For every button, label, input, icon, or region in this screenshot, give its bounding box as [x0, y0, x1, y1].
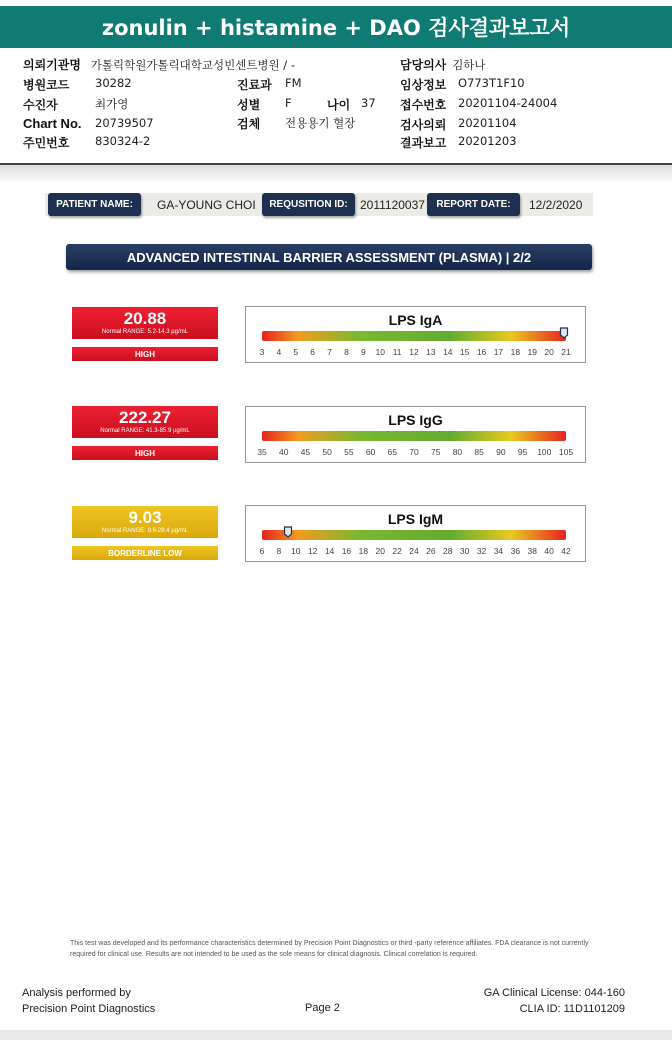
tick-label: 21 [561, 347, 571, 357]
resident-no-row [23, 134, 151, 151]
tick-label: 14 [443, 347, 453, 357]
report-title: zonulin + histamine + DAO 검사결과보고서 [0, 6, 672, 48]
tick-label: 5 [293, 347, 299, 357]
hospital-code-label: 병원코드 [23, 78, 70, 92]
patient-name-value: 최가영 [95, 97, 129, 111]
request-date-row [400, 116, 517, 133]
institution-row [23, 56, 295, 73]
gauge-marker-icon [283, 526, 292, 538]
tick-label: 7 [327, 347, 332, 357]
patient-name-pill: PATIENT NAME: [48, 193, 141, 216]
chart-no-value: 20739507 [95, 116, 154, 130]
page-number: Page 2 [305, 1002, 340, 1014]
gauge-title: LPS IgA [388, 312, 443, 328]
tick-label: 6 [310, 347, 316, 357]
tick-label: 85 [474, 447, 484, 457]
tick-label: 15 [459, 347, 470, 357]
doctor-label: 담당의사 [400, 58, 447, 72]
clinical-license: GA Clinical License: 044-160 [483, 987, 625, 999]
result-value-box [72, 506, 218, 538]
tick-label: 75 [430, 447, 441, 457]
tick-label: 10 [291, 546, 301, 556]
lab-line-2: Precision Point Diagnostics [22, 1003, 156, 1015]
tick-label: 12 [409, 347, 419, 357]
tick-label: 20 [375, 546, 385, 556]
receipt-no-value: 20201104-24004 [458, 96, 558, 110]
gauge-title: LPS IgM [387, 511, 444, 527]
tick-label: 10 [375, 347, 385, 357]
institution-label: 의뢰기관명 [23, 58, 81, 72]
gauge-bar [262, 431, 566, 441]
tick-label: 18 [510, 347, 521, 357]
normal-range: Normal RANGE: 41.3-85.9 µg/mL [100, 427, 190, 434]
report-date-row [400, 134, 517, 151]
resident-no-label: 주민번호 [23, 136, 70, 150]
tick-label: 90 [496, 447, 506, 457]
gauge-lps-iga [245, 306, 586, 363]
tick-label: 40 [278, 447, 289, 457]
tick-label: 38 [527, 546, 537, 556]
report-date-pill: REPORT DATE: [427, 193, 520, 216]
tick-label: 32 [476, 546, 487, 556]
tick-label: 70 [409, 447, 419, 457]
tick-label: 45 [300, 447, 311, 457]
bottom-strip [0, 1030, 672, 1040]
tick-label: 19 [527, 347, 537, 357]
tick-label: 40 [544, 546, 554, 556]
age-row [327, 96, 376, 113]
gauge-lps-igm [245, 505, 586, 562]
tick-label: 60 [365, 447, 376, 457]
tick-label: 35 [257, 447, 267, 457]
tick-label: 12 [307, 546, 318, 556]
request-date-label: 검사의뢰 [400, 118, 447, 132]
tick-label: 17 [493, 347, 504, 357]
hospital-code-value: 30282 [95, 76, 132, 90]
doctor-value: 김하나 [452, 58, 486, 72]
gauge-ticks [246, 447, 585, 459]
tick-label: 42 [561, 546, 571, 556]
tick-label: 105 [558, 447, 574, 457]
gauge-bar [262, 331, 566, 341]
tick-label: 34 [493, 546, 504, 556]
department-row [237, 76, 302, 93]
tick-label: 30 [459, 546, 470, 556]
request-date-value: 20201104 [458, 116, 517, 130]
result-value: 20.88 [123, 308, 167, 328]
gauge-ticks [246, 546, 585, 558]
tick-label: 6 [259, 546, 265, 556]
tick-label: 16 [341, 546, 352, 556]
result-flag: HIGH [72, 347, 218, 361]
tick-label: 8 [344, 347, 349, 357]
clinical-info-value: O773T1F10 [458, 76, 525, 90]
tick-label: 16 [476, 347, 487, 357]
tick-label: 4 [276, 347, 282, 357]
header-shadow [0, 165, 672, 183]
sex-value: F [285, 96, 292, 110]
gauge-lps-igg [245, 406, 586, 463]
clia-id: CLIA ID: 11D1101209 [519, 1003, 625, 1015]
lab-line-1: Analysis performed by [22, 987, 131, 999]
tick-label: 50 [322, 447, 332, 457]
sex-label: 성별 [237, 98, 261, 112]
report-date-bar-value: 12/2/2020 [529, 197, 583, 212]
clinical-info-row [400, 76, 525, 93]
gauge-title: LPS IgG [388, 412, 443, 428]
specimen-value: 전용용기 혈장 [285, 116, 356, 130]
age-label: 나이 [327, 98, 351, 112]
tick-label: 9 [360, 347, 366, 357]
tick-label: 100 [537, 447, 552, 457]
tick-label: 55 [344, 447, 354, 457]
gauge-marker-icon [559, 327, 568, 339]
tick-label: 14 [324, 546, 335, 556]
disclaimer: This test was developed and its performance characteristics determined by Precision Point Diagnostics or third -party reference affiliates. FDA clearance is not currently required for clinical use. Results are not intended to be used as the sole means for clinical diagnosis. Clinical correlation is required. [70, 940, 589, 958]
tick-label: 65 [387, 447, 398, 457]
requisition-value: 2011120037 [360, 197, 425, 212]
age-value: 37 [361, 96, 376, 110]
doctor-row [400, 56, 486, 73]
resident-no-value: 830324-2 [95, 134, 151, 148]
tick-label: 3 [259, 347, 265, 357]
tick-label: 22 [392, 546, 402, 556]
report-date-label: 결과보고 [400, 136, 447, 150]
result-flag: HIGH [72, 446, 218, 460]
section-title: ADVANCED INTESTINAL BARRIER ASSESSMENT (PLASMA) | 2/2 [66, 244, 592, 270]
hospital-code-row [23, 76, 132, 93]
tick-label: 20 [544, 347, 554, 357]
department-label: 진료과 [237, 78, 272, 92]
gauge-bar [262, 530, 566, 540]
report-date-value: 20201203 [458, 134, 517, 148]
department-value: FM [285, 76, 302, 90]
chart-no-label: Chart No. [23, 116, 82, 131]
result-value-box [72, 406, 218, 438]
specimen-row [237, 115, 356, 132]
normal-range: Normal RANGE: 9.6-28.4 µg/mL [101, 527, 189, 534]
result-value-box [72, 307, 218, 339]
institution-value: 가톨릭학원가톨릭대학교성빈센트병원 / - [90, 58, 295, 72]
clinical-info-label: 임상정보 [400, 78, 447, 92]
requisition-pill: REQUSITION ID: [262, 193, 355, 216]
tick-label: 18 [358, 546, 369, 556]
patient-name-bar-value: GA-YOUNG CHOI [157, 197, 256, 212]
tick-label: 11 [392, 347, 402, 357]
tick-label: 26 [426, 546, 436, 556]
tick-label: 24 [409, 546, 419, 556]
gauge-ticks [246, 347, 585, 359]
result-value: 9.03 [128, 507, 162, 527]
result-value: 222.27 [119, 407, 171, 427]
normal-range: Normal RANGE: 5.2-14.3 µg/mL [101, 328, 189, 335]
patient-name-row [23, 96, 129, 113]
chart-no-row [23, 116, 154, 131]
tick-label: 28 [443, 546, 453, 556]
sex-row [237, 96, 292, 113]
receipt-no-row [400, 96, 558, 113]
tick-label: 80 [452, 447, 463, 457]
tick-label: 36 [510, 546, 521, 556]
patient-name-label: 수진자 [23, 98, 58, 112]
specimen-label: 검체 [237, 117, 261, 131]
tick-label: 95 [517, 447, 528, 457]
result-flag: BORDERLINE LOW [72, 546, 218, 560]
tick-label: 13 [426, 347, 436, 357]
receipt-no-label: 접수번호 [400, 98, 447, 112]
tick-label: 8 [276, 546, 282, 556]
